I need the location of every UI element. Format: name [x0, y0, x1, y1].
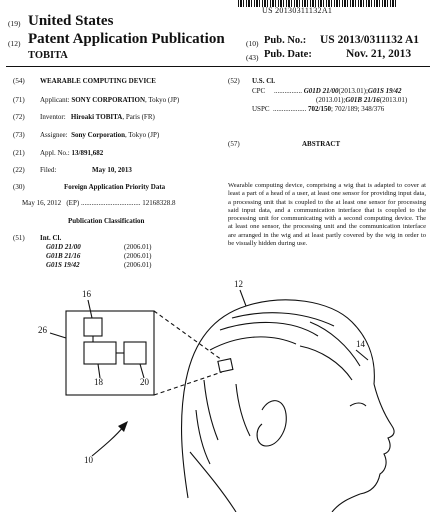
hair-strand [310, 322, 360, 366]
ref-14: 14 [356, 339, 365, 349]
ref-26: 26 [38, 325, 47, 335]
intcl-label: Int. Cl. [40, 234, 62, 242]
intcl-code: G01B 21/16 [46, 252, 81, 260]
code-72: (72) [13, 113, 25, 121]
intcl-code: G01S 19/42 [46, 261, 80, 269]
code-52: (52) [228, 77, 240, 85]
applicant-value: SONY CORPORATION [71, 96, 146, 104]
abstract-text: Wearable computing device, comprising a wig that is adapted to cover at least a part of a head of a user, at least one sensor for providing input data, a processing unit that is coupled to the at least one sensor for processing said input data, and a communication interface that is coupled to the processing unit for communicating with a second computing device. The at least one sensor, the processing unit and the communication interface are arranged in the wig and at least partly covered by the wig in order to be visually hidden during use. [228, 182, 426, 248]
cpc-year-2: (2013.01); [316, 96, 346, 104]
leader-20 [140, 364, 144, 378]
code-71: (71) [13, 96, 25, 104]
priority-number: 12168328.8 [142, 199, 176, 207]
eye [350, 403, 366, 406]
leader-18 [98, 364, 100, 378]
ref-20: 20 [140, 377, 149, 387]
code-10: (10) [246, 39, 259, 48]
processing-unit [84, 342, 116, 364]
ref-12: 12 [234, 279, 243, 289]
cpc-code-1: G01D 21/00 [303, 87, 339, 95]
pub-date-value: Nov. 21, 2013 [346, 48, 412, 60]
applicant-surname: TOBITA [28, 50, 68, 61]
code-73: (73) [13, 131, 25, 139]
leader-26 [50, 333, 66, 338]
assignee-city: , Tokyo (JP) [124, 131, 160, 139]
code-43: (43) [246, 53, 259, 62]
priority-office: (EP) [66, 199, 80, 207]
cpc-year-1: (2013.01); [338, 87, 368, 95]
assignee-value: Sony Corporation [71, 131, 125, 139]
sensor-module [84, 318, 102, 336]
cpc-code-3: G01B 21/16 [345, 96, 380, 104]
appl-value: 13/891,682 [71, 149, 104, 157]
intcl-year: (2006.01) [124, 261, 152, 269]
uscl-label: U.S. Cl. [252, 77, 275, 85]
code-19: (19) [8, 19, 21, 28]
hair-strand [300, 346, 352, 380]
leader-16 [88, 300, 92, 318]
pub-no-label: Pub. No.: [264, 35, 307, 46]
publication-type: Patent Application Publication [28, 31, 225, 47]
uspc-dots: ................... [273, 105, 307, 113]
hair-strand [220, 322, 318, 336]
pub-date-label: Pub. Date: [264, 49, 312, 60]
filed-label: Filed: [40, 166, 57, 174]
intcl-code: G01D 21/00 [46, 243, 81, 251]
filed-value: May 10, 2013 [92, 166, 132, 174]
hair-strand [236, 384, 250, 436]
priority-dots: .................................. [80, 199, 141, 207]
barcode-number: US 20130311132A1 [262, 6, 333, 15]
leader-14 [356, 350, 368, 360]
code-22: (22) [13, 166, 25, 174]
country: United States [28, 13, 114, 29]
ref-18: 18 [94, 377, 103, 387]
projection-line-top [154, 311, 222, 360]
assignee-label: Assignee: [40, 131, 68, 139]
hidden-device [218, 359, 233, 372]
code-51: (51) [13, 234, 25, 242]
arrow-10-shaft [92, 426, 124, 456]
intcl-year: (2006.01) [124, 252, 152, 260]
inventor-value: Hiroaki TOBITA [70, 113, 123, 121]
code-21: (21) [13, 149, 25, 157]
intcl-year: (2006.01) [124, 243, 152, 251]
hair-strand [196, 410, 210, 464]
code-12: (12) [8, 39, 21, 48]
ear [257, 401, 286, 446]
cpc-label: CPC [252, 87, 266, 95]
neck-line [190, 452, 236, 512]
cpc-year-3: (2013.01) [379, 96, 408, 104]
face-profile [360, 384, 394, 494]
leader-12 [240, 290, 246, 306]
hair-strand [204, 380, 218, 440]
applicant-city: , Tokyo (JP) [145, 96, 180, 104]
ref-10: 10 [84, 455, 93, 465]
inventor-city: , Paris (FR) [122, 113, 155, 121]
uspc-secondary: ; 702/189; 348/376 [330, 105, 385, 113]
cpc-code-2: G01S 19/42 [367, 87, 402, 95]
invention-title: WEARABLE COMPUTING DEVICE [40, 77, 156, 85]
priority-date: May 16, 2012 [22, 199, 62, 207]
priority-title: Foreign Application Priority Data [64, 183, 166, 191]
pub-no-value: US 2013/0311132 A1 [320, 34, 420, 46]
appl-label: Appl. No.: [40, 149, 70, 157]
chin-line [332, 494, 360, 512]
uspc-primary: 702/150 [308, 105, 331, 113]
code-57: (57) [228, 140, 240, 148]
applicant-label: Applicant: [40, 96, 70, 104]
code-54: (54) [13, 77, 25, 85]
abstract-title: ABSTRACT [302, 140, 341, 148]
ref-16: 16 [82, 289, 91, 299]
cpc-dots: ................ [273, 87, 302, 95]
projection-line-bottom [154, 372, 222, 395]
wig-outline [182, 300, 375, 498]
hair-strand [210, 337, 296, 350]
code-30: (30) [13, 183, 25, 191]
uspc-label: USPC [252, 105, 270, 113]
inventor-label: Inventor: [40, 113, 66, 121]
classification-title: Publication Classification [68, 217, 145, 225]
communication-interface [124, 342, 146, 364]
